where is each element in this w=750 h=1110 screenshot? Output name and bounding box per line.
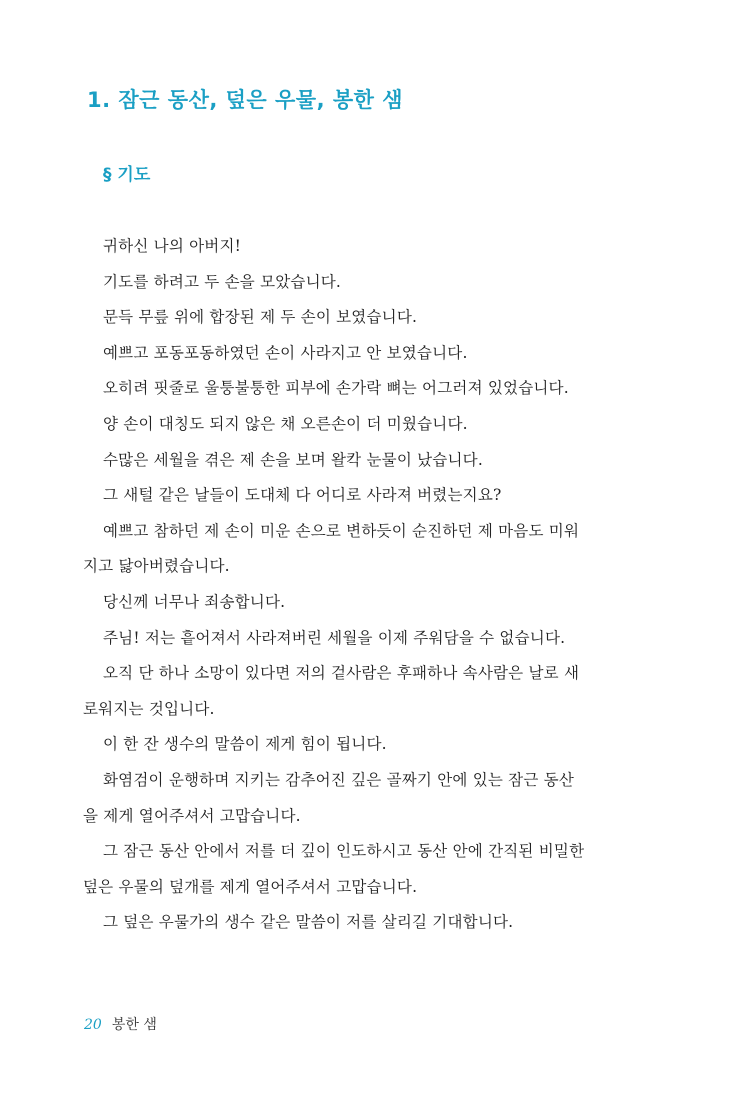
text-line: 문득 무릎 위에 합장된 제 두 손이 보였습니다.: [103, 308, 418, 327]
text-line: 그 잠근 동산 안에서 저를 더 깊이 인도하시고 동산 안에 간직된 비밀한: [103, 842, 585, 861]
text-line: 이 한 잔 생수의 말씀이 제게 힘이 됩니다.: [103, 735, 387, 754]
text-line: 기도를 하려고 두 손을 모았습니다.: [103, 272, 342, 291]
text-line: 그 새털 같은 날들이 도대체 다 어디로 사라져 버렸는지요?: [103, 486, 502, 505]
section-title: § 기도: [103, 165, 151, 185]
prayer-body: [83, 229, 643, 941]
text-line: 양 손이 대칭도 되지 않은 채 오른손이 더 미웠습니다.: [103, 414, 468, 433]
page-number: 20: [84, 1017, 102, 1033]
text-line: 예쁘고 포동포동하였던 손이 사라지고 안 보였습니다.: [103, 343, 468, 362]
page-footer: [84, 1014, 157, 1034]
text-line: 오직 단 하나 소망이 있다면 저의 겉사람은 후패하나 속사람은 날로 새: [103, 664, 580, 683]
text-line: 귀하신 나의 아버지!: [103, 237, 242, 255]
text-line-continuation: 을 제게 열어주셔서 고맙습니다.: [83, 806, 301, 825]
text-line: 그 덮은 우물가의 생수 같은 말씀이 저를 살리길 기대합니다.: [103, 913, 514, 932]
chapter-title: 1. 잠근 동산, 덮은 우물, 봉한 샘: [87, 88, 404, 112]
text-line: 예쁘고 참하던 제 손이 미운 손으로 변하듯이 순진하던 제 마음도 미워: [103, 521, 580, 540]
text-line: 수많은 세월을 겪은 제 손을 보며 왈칵 눈물이 났습니다.: [103, 450, 483, 469]
running-title: 봉한 샘: [111, 1017, 157, 1033]
text-line: 주님! 저는 흩어져서 사라져버린 세월을 이제 주워담을 수 없습니다.: [103, 628, 566, 647]
text-line: 오히려 핏줄로 울퉁불퉁한 피부에 손가락 뼈는 어그러져 있었습니다.: [103, 379, 569, 398]
text-line: 당신께 너무나 죄송합니다.: [103, 592, 286, 611]
text-line-continuation: 지고 닳아버렸습니다.: [83, 557, 230, 576]
text-line-continuation: 덮은 우물의 덮개를 제게 열어주셔서 고맙습니다.: [83, 877, 418, 896]
text-line: 화염검이 운행하며 지키는 감추어진 깊은 골짜기 안에 있는 잠근 동산: [103, 770, 574, 789]
text-line-continuation: 로워지는 것입니다.: [83, 699, 215, 718]
